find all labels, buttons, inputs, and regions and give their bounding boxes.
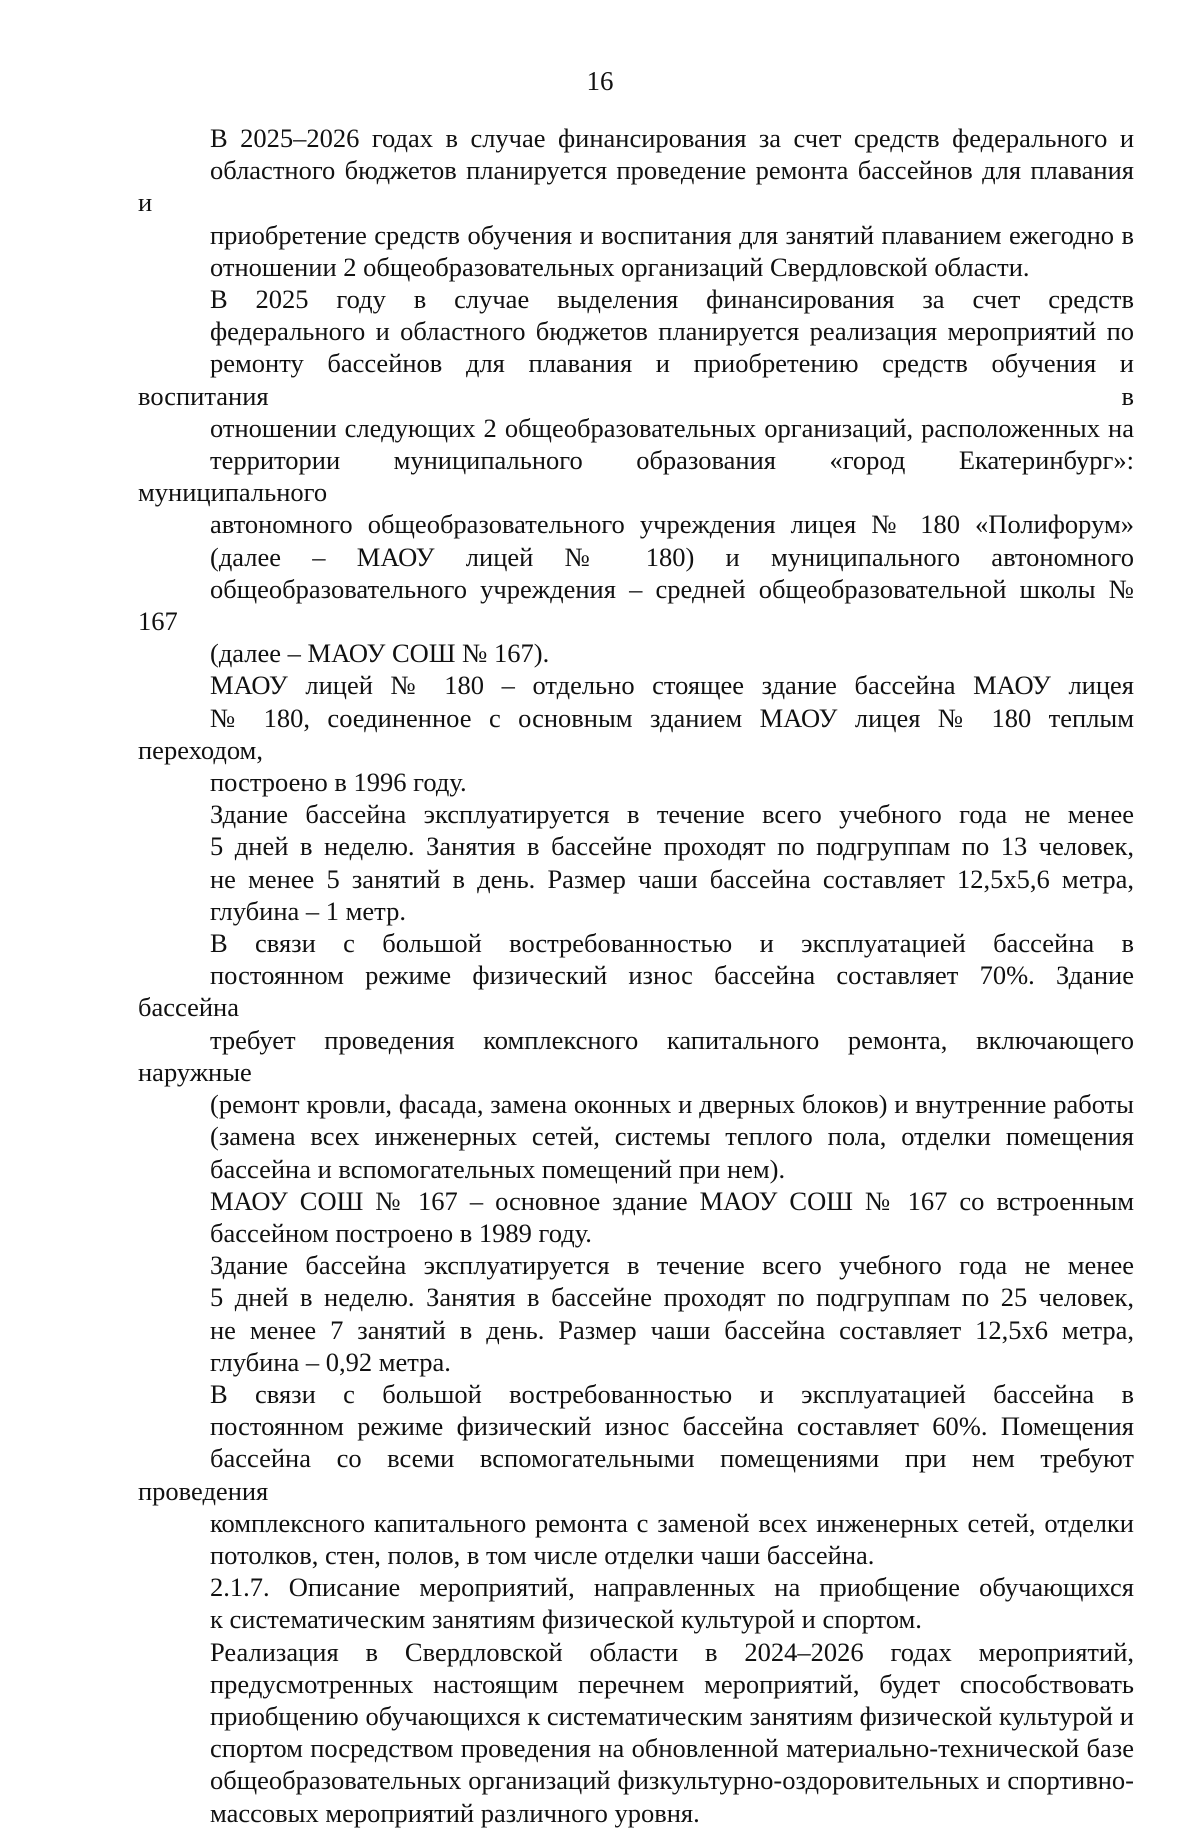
text-line: бассейном построено в 1989 году. (210, 1217, 592, 1248)
text-line: МАОУ СОШ № 167 – основное здание МАОУ СОШ № 167 со встроенным (210, 1185, 1134, 1216)
text-line: В связи с большой востребованностью и эксплуатацией бассейна в (210, 1378, 1134, 1409)
text-line: предусмотренных настоящим перечнем мероприятий, будет способствовать (210, 1668, 1134, 1699)
text-line: автономного общеобразовательного учреждения лицея № 180 «Полифорум» (210, 509, 1134, 540)
text-line: (замена всех инженерных сетей, системы теплого пола, отделки помещения (210, 1121, 1134, 1152)
paragraph (138, 283, 1134, 669)
text-line: 5 дней в неделю. Занятия в бассейне проходят по подгруппам по 13 человек, (210, 831, 1134, 862)
paragraph (138, 798, 1134, 927)
text-line: (далее – МАОУ лицей № 180) и муниципального автономного (210, 541, 1134, 572)
text-line: спортом посредством проведения на обновленной материально-технической базе (210, 1733, 1134, 1764)
text-line: 2.1.7. Описание мероприятий, направленных на приобщение обучающихся (210, 1572, 1134, 1603)
text-line: приобщению обучающихся к систематическим занятиям физической культурой и (210, 1700, 1134, 1731)
text-line: МАОУ лицей № 180 – отдельно стоящее здание бассейна МАОУ лицея (210, 670, 1134, 701)
text-line: построено в 1996 году. (210, 767, 467, 798)
text-line: территории муниципального образования «город Екатеринбург»: муниципального (138, 445, 1134, 508)
text-line: бассейна и вспомогательных помещений при нем). (210, 1153, 786, 1184)
text-line: глубина – 0,92 метра. (210, 1346, 451, 1377)
text-line: 5 дней в неделю. Занятия в бассейне проходят по подгруппам по 25 человек, (210, 1282, 1134, 1313)
text-line: требует проведения комплексного капитального ремонта, включающего наружные (138, 1024, 1134, 1087)
paragraph (138, 927, 1134, 1185)
text-line: отношении 2 общеобразовательных организаций Свердловской области. (210, 251, 1030, 282)
text-line: не менее 7 занятий в день. Размер чаши бассейна составляет 12,5х6 метра, (210, 1314, 1134, 1345)
document-body (138, 122, 1134, 1829)
paragraph (138, 669, 1134, 798)
page-number: 16 (586, 66, 614, 96)
text-line: бассейна со всеми вспомогательными помещениями при нем требуют проведения (138, 1443, 1134, 1506)
paragraph (138, 1571, 1134, 1635)
text-line: № 180, соединенное с основным зданием МАОУ лицея № 180 теплым переходом, (138, 702, 1134, 765)
paragraph (138, 1636, 1134, 1829)
text-line: потолков, стен, полов, в том числе отделки чаши бассейна. (210, 1539, 875, 1570)
text-line: постоянном режиме физический износ бассейна составляет 70%. Здание бассейна (138, 960, 1134, 1023)
paragraph (138, 122, 1134, 283)
text-line: ремонту бассейнов для плавания и приобретению средств обучения и воспитания в (138, 348, 1134, 411)
text-line: В связи с большой востребованностью и эксплуатацией бассейна в (210, 928, 1134, 959)
text-line: отношении следующих 2 общеобразовательных организаций, расположенных на (210, 412, 1134, 443)
paragraph (138, 1185, 1134, 1249)
text-line: комплексного капитального ремонта с заменой всех инженерных сетей, отделки (210, 1507, 1134, 1538)
text-line: (далее – МАОУ СОШ № 167). (210, 638, 550, 669)
text-line: В 2025–2026 годах в случае финансирования за счет средств федерального и (210, 123, 1134, 153)
text-line: Здание бассейна эксплуатируется в течение всего учебного года не менее (210, 799, 1134, 830)
text-line: не менее 5 занятий в день. Размер чаши бассейна составляет 12,5х5,6 метра, (210, 863, 1134, 894)
text-line: (ремонт кровли, фасада, замена оконных и дверных блоков) и внутренние работы (210, 1089, 1134, 1120)
text-line: В 2025 году в случае выделения финансирования за счет средств (210, 284, 1134, 315)
text-line: к систематическим занятиям физической культурой и спортом. (210, 1604, 922, 1635)
text-line: Здание бассейна эксплуатируется в течение всего учебного года не менее (210, 1250, 1134, 1281)
text-line: приобретение средств обучения и воспитания для занятий плаванием ежегодно в (210, 219, 1134, 250)
text-line: постоянном режиме физический износ бассейна составляет 60%. Помещения (210, 1411, 1134, 1442)
text-line: общеобразовательных организаций физкультурно-оздоровительных и спортивно- (210, 1765, 1134, 1796)
text-line: Реализация в Свердловской области в 2024–2026 годах мероприятий, (210, 1636, 1134, 1667)
text-line: массовых мероприятий различного уровня. (210, 1797, 700, 1828)
paragraph (138, 1249, 1134, 1378)
text-line: общеобразовательного учреждения – средней общеобразовательной школы № 167 (138, 573, 1134, 637)
paragraph (138, 1378, 1134, 1571)
text-line: глубина – 1 метр. (210, 895, 406, 926)
text-line: областного бюджетов планируется проведение ремонта бассейнов для плавания и (138, 155, 1134, 218)
text-line: федерального и областного бюджетов планируется реализация мероприятий по (210, 316, 1134, 347)
